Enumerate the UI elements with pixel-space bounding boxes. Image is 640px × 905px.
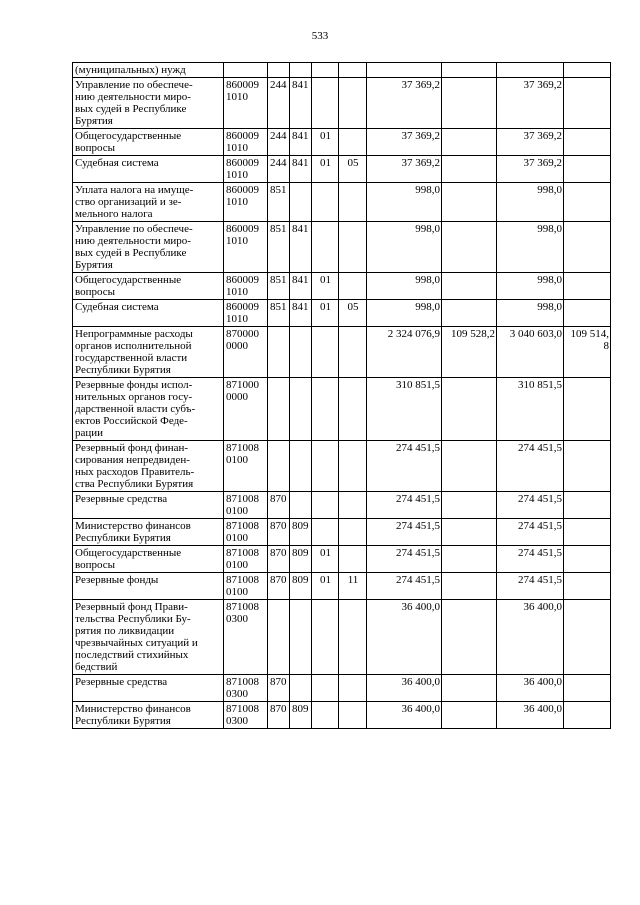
subvention-year-2 <box>564 441 611 492</box>
expense-type-code: 244 <box>268 129 290 156</box>
subvention-year-1 <box>442 183 497 222</box>
subvention-year-2 <box>564 222 611 273</box>
subvention-year-1 <box>442 441 497 492</box>
amount-year-2: 36 400,0 <box>497 600 564 675</box>
amount-year-2: 37 369,2 <box>497 129 564 156</box>
expense-type-code: 244 <box>268 78 290 129</box>
amount-year-1: 36 400,0 <box>367 600 442 675</box>
amount-year-1: 998,0 <box>367 300 442 327</box>
ministry-code: 841 <box>290 156 312 183</box>
target-article-code: 860009 1010 <box>224 273 268 300</box>
table-row <box>73 273 611 300</box>
section-code <box>312 378 339 441</box>
subvention-year-1 <box>442 156 497 183</box>
amount-year-2: 274 451,5 <box>497 573 564 600</box>
ministry-code <box>290 675 312 702</box>
expense-type-code: 870 <box>268 546 290 573</box>
section-code <box>312 183 339 222</box>
ministry-code: 809 <box>290 546 312 573</box>
target-article-code: 860009 1010 <box>224 129 268 156</box>
amount-year-2: 310 851,5 <box>497 378 564 441</box>
row-name: Резервные фонды <box>73 573 224 600</box>
subvention-year-2 <box>564 63 611 78</box>
target-article-code: 871008 0100 <box>224 546 268 573</box>
expense-type-code <box>268 63 290 78</box>
expense-type-code <box>268 378 290 441</box>
target-article-code: 870000 0000 <box>224 327 268 378</box>
amount-year-2: 998,0 <box>497 183 564 222</box>
table-row <box>73 129 611 156</box>
subvention-year-2 <box>564 273 611 300</box>
row-name: Управление по обеспече- нию деятельности миро- вых судей в Республике Бурятия <box>73 78 224 129</box>
amount-year-1: 2 324 076,9 <box>367 327 442 378</box>
amount-year-2: 36 400,0 <box>497 675 564 702</box>
section-code: 01 <box>312 129 339 156</box>
target-article-code <box>224 63 268 78</box>
section-code: 01 <box>312 156 339 183</box>
section-code: 01 <box>312 300 339 327</box>
section-code <box>312 675 339 702</box>
amount-year-1: 274 451,5 <box>367 546 442 573</box>
amount-year-1: 274 451,5 <box>367 573 442 600</box>
subsection-code <box>339 129 367 156</box>
expense-type-code: 870 <box>268 573 290 600</box>
amount-year-1: 998,0 <box>367 183 442 222</box>
expense-type-code: 870 <box>268 702 290 729</box>
amount-year-2: 998,0 <box>497 222 564 273</box>
section-code: 01 <box>312 573 339 600</box>
row-name: Резервные фонды испол- нительных органов госу- дарственной власти субъ- ектов Российской Феде- рации <box>73 378 224 441</box>
row-name: Министерство финансов Республики Бурятия <box>73 519 224 546</box>
subsection-code <box>339 378 367 441</box>
section-code <box>312 441 339 492</box>
target-article-code: 871008 0100 <box>224 441 268 492</box>
row-name: (муниципальных) нужд <box>73 63 224 78</box>
subsection-code <box>339 600 367 675</box>
target-article-code: 860009 1010 <box>224 183 268 222</box>
target-article-code: 860009 1010 <box>224 300 268 327</box>
amount-year-2: 998,0 <box>497 273 564 300</box>
expense-type-code: 851 <box>268 300 290 327</box>
ministry-code: 841 <box>290 273 312 300</box>
table-row <box>73 702 611 729</box>
table-row <box>73 78 611 129</box>
subsection-code <box>339 675 367 702</box>
section-code <box>312 78 339 129</box>
table-row <box>73 441 611 492</box>
amount-year-1 <box>367 63 442 78</box>
subsection-code <box>339 327 367 378</box>
row-name: Непрограммные расходы органов исполнительной государственной власти Республики Бурятия <box>73 327 224 378</box>
subsection-code <box>339 222 367 273</box>
table-row <box>73 546 611 573</box>
table-row <box>73 183 611 222</box>
amount-year-1: 36 400,0 <box>367 675 442 702</box>
amount-year-2: 3 040 603,0 <box>497 327 564 378</box>
subvention-year-1 <box>442 600 497 675</box>
subvention-year-2 <box>564 78 611 129</box>
subsection-code <box>339 546 367 573</box>
section-code <box>312 702 339 729</box>
ministry-code: 809 <box>290 573 312 600</box>
expense-type-code: 851 <box>268 183 290 222</box>
ministry-code <box>290 492 312 519</box>
ministry-code: 809 <box>290 519 312 546</box>
subvention-year-1 <box>442 519 497 546</box>
amount-year-2: 37 369,2 <box>497 156 564 183</box>
section-code <box>312 600 339 675</box>
target-article-code: 860009 1010 <box>224 78 268 129</box>
table-row <box>73 300 611 327</box>
subvention-year-1 <box>442 546 497 573</box>
row-name: Резервный фонд финан- сирования непредвиден- ных расходов Правитель- ства Республики Бурятия <box>73 441 224 492</box>
subvention-year-2 <box>564 129 611 156</box>
subvention-year-2: 109 514, 8 <box>564 327 611 378</box>
row-name: Общегосударственные вопросы <box>73 273 224 300</box>
table-row <box>73 63 611 78</box>
row-name: Управление по обеспече- нию деятельности миро- вых судей в Республике Бурятия <box>73 222 224 273</box>
ministry-code: 841 <box>290 300 312 327</box>
row-name: Общегосударственные вопросы <box>73 546 224 573</box>
expense-type-code <box>268 327 290 378</box>
table-row <box>73 378 611 441</box>
ministry-code <box>290 183 312 222</box>
subvention-year-2 <box>564 675 611 702</box>
section-code <box>312 222 339 273</box>
target-article-code: 871000 0000 <box>224 378 268 441</box>
amount-year-2 <box>497 63 564 78</box>
amount-year-2: 274 451,5 <box>497 492 564 519</box>
subvention-year-1 <box>442 573 497 600</box>
subvention-year-2 <box>564 573 611 600</box>
subvention-year-2 <box>564 156 611 183</box>
target-article-code: 871008 0300 <box>224 675 268 702</box>
ministry-code: 809 <box>290 702 312 729</box>
ministry-code <box>290 63 312 78</box>
subsection-code <box>339 702 367 729</box>
subsection-code <box>339 519 367 546</box>
amount-year-1: 998,0 <box>367 273 442 300</box>
subsection-code <box>339 183 367 222</box>
amount-year-1: 274 451,5 <box>367 441 442 492</box>
subsection-code: 05 <box>339 156 367 183</box>
expense-type-code <box>268 600 290 675</box>
subsection-code <box>339 492 367 519</box>
expense-type-code <box>268 441 290 492</box>
target-article-code: 871008 0100 <box>224 492 268 519</box>
table-row <box>73 327 611 378</box>
subsection-code <box>339 63 367 78</box>
amount-year-2: 36 400,0 <box>497 702 564 729</box>
subvention-year-2 <box>564 183 611 222</box>
subvention-year-2 <box>564 300 611 327</box>
ministry-code <box>290 327 312 378</box>
subvention-year-1 <box>442 675 497 702</box>
amount-year-2: 274 451,5 <box>497 519 564 546</box>
budget-table <box>72 62 611 729</box>
table-row <box>73 519 611 546</box>
target-article-code: 860009 1010 <box>224 156 268 183</box>
section-code: 01 <box>312 546 339 573</box>
ministry-code: 841 <box>290 129 312 156</box>
ministry-code <box>290 600 312 675</box>
target-article-code: 871008 0100 <box>224 573 268 600</box>
subvention-year-2 <box>564 492 611 519</box>
target-article-code: 871008 0300 <box>224 600 268 675</box>
table-row <box>73 222 611 273</box>
amount-year-1: 37 369,2 <box>367 78 442 129</box>
target-article-code: 860009 1010 <box>224 222 268 273</box>
table-row <box>73 675 611 702</box>
amount-year-2: 274 451,5 <box>497 546 564 573</box>
subsection-code: 05 <box>339 300 367 327</box>
subvention-year-1 <box>442 222 497 273</box>
subvention-year-1 <box>442 273 497 300</box>
amount-year-1: 274 451,5 <box>367 492 442 519</box>
table-row <box>73 600 611 675</box>
ministry-code <box>290 441 312 492</box>
subsection-code <box>339 441 367 492</box>
expense-type-code: 851 <box>268 222 290 273</box>
subvention-year-1: 109 528,2 <box>442 327 497 378</box>
expense-type-code: 870 <box>268 492 290 519</box>
subvention-year-1 <box>442 129 497 156</box>
target-article-code: 871008 0100 <box>224 519 268 546</box>
subsection-code <box>339 78 367 129</box>
section-code <box>312 519 339 546</box>
row-name: Резервные средства <box>73 675 224 702</box>
table-body <box>73 63 611 729</box>
ministry-code <box>290 378 312 441</box>
ministry-code: 841 <box>290 78 312 129</box>
subvention-year-1 <box>442 378 497 441</box>
ministry-code: 841 <box>290 222 312 273</box>
subvention-year-2 <box>564 378 611 441</box>
expense-type-code: 851 <box>268 273 290 300</box>
table-row <box>73 492 611 519</box>
subvention-year-1 <box>442 78 497 129</box>
expense-type-code: 244 <box>268 156 290 183</box>
subvention-year-2 <box>564 519 611 546</box>
subvention-year-2 <box>564 600 611 675</box>
expense-type-code: 870 <box>268 675 290 702</box>
subvention-year-1 <box>442 492 497 519</box>
subsection-code: 11 <box>339 573 367 600</box>
row-name: Уплата налога на имуще- ство организаций и зе- мельного налога <box>73 183 224 222</box>
subsection-code <box>339 273 367 300</box>
section-code <box>312 492 339 519</box>
row-name: Судебная система <box>73 156 224 183</box>
amount-year-1: 37 369,2 <box>367 129 442 156</box>
table-row <box>73 573 611 600</box>
amount-year-2: 274 451,5 <box>497 441 564 492</box>
row-name: Резервные средства <box>73 492 224 519</box>
section-code <box>312 327 339 378</box>
table-row <box>73 156 611 183</box>
row-name: Министерство финансов Республики Бурятия <box>73 702 224 729</box>
amount-year-1: 37 369,2 <box>367 156 442 183</box>
subvention-year-2 <box>564 546 611 573</box>
section-code <box>312 63 339 78</box>
subvention-year-1 <box>442 300 497 327</box>
target-article-code: 871008 0300 <box>224 702 268 729</box>
amount-year-1: 36 400,0 <box>367 702 442 729</box>
subvention-year-2 <box>564 702 611 729</box>
row-name: Общегосударственные вопросы <box>73 129 224 156</box>
row-name: Судебная система <box>73 300 224 327</box>
expense-type-code: 870 <box>268 519 290 546</box>
row-name: Резервный фонд Прави- тельства Республики Бу- рятия по ликвидации чрезвычайных ситуаций и последствий стихийных бедствий <box>73 600 224 675</box>
section-code: 01 <box>312 273 339 300</box>
subvention-year-1 <box>442 63 497 78</box>
amount-year-1: 310 851,5 <box>367 378 442 441</box>
amount-year-1: 274 451,5 <box>367 519 442 546</box>
amount-year-1: 998,0 <box>367 222 442 273</box>
amount-year-2: 37 369,2 <box>497 78 564 129</box>
amount-year-2: 998,0 <box>497 300 564 327</box>
subvention-year-1 <box>442 702 497 729</box>
page-number: 533 <box>311 30 329 42</box>
